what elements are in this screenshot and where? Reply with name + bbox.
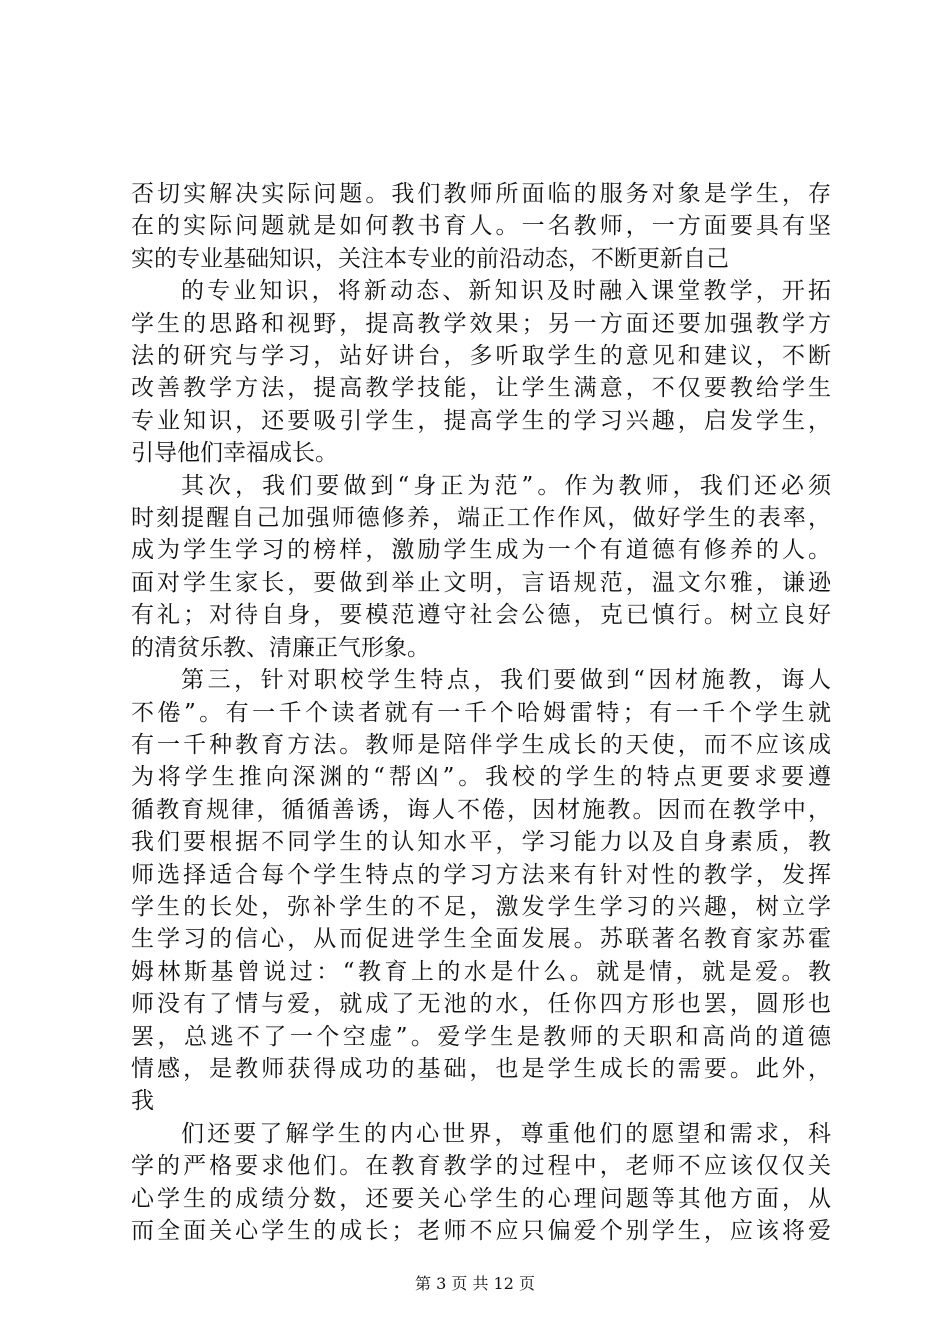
text-line: 罢，总逃不了一个空虚”。爱学生是教师的天职和高尚的道德 <box>131 1023 831 1050</box>
text-line: 我 <box>131 1088 154 1115</box>
page-footer: 第 3 页 共 12 页 <box>415 1274 535 1293</box>
text-line: 为将学生推向深渊的“帮凶”。我校的学生的特点更要求要遵 <box>131 764 831 791</box>
text-line: 学的严格要求他们。在教育教学的过程中，老师不应该仅仅关 <box>131 1153 831 1180</box>
text-line: 我们要根据不同学生的认知水平，学习能力以及自身素质，教 <box>131 829 831 856</box>
text-line: 成为学生学习的榜样，激励学生成为一个有道德有修养的人。 <box>131 537 831 564</box>
text-line: 有礼；对待自身，要模范遵守社会公德，克已慎行。树立良好 <box>131 602 831 629</box>
text-line: 姆林斯基曾说过：“教育上的水是什么。就是情，就是爱。教 <box>131 958 831 985</box>
text-line: 学生的思路和视野，提高教学效果；另一方面还要加强教学方 <box>131 310 831 337</box>
text-line: 改善教学方法，提高教学技能，让学生满意，不仅要教给学生 <box>131 375 831 402</box>
body-text <box>131 178 831 1247</box>
text-line: 法的研究与学习，站好讲台，多听取学生的意见和建议，不断 <box>131 343 831 370</box>
text-line: 学生的长处，弥补学生的不足，激发学生学习的兴趣，树立学 <box>131 893 831 920</box>
text-line: 生学习的信心，从而促进学生全面发展。苏联著名教育家苏霍 <box>131 926 831 953</box>
text-line: 循教育规律，循循善诱，诲人不倦，因材施教。因而在教学中， <box>131 796 831 823</box>
text-line: 的专业知识，将新动态、新知识及时融入课堂教学，开拓 <box>181 278 831 305</box>
text-line: 否切实解决实际问题。我们教师所面临的服务对象是学生，存 <box>131 181 831 207</box>
text-line: 其次，我们要做到“身正为范”。作为教师，我们还必须 <box>181 472 831 499</box>
text-line: 有一千种教育方法。教师是陪伴学生成长的天使，而不应该成 <box>131 731 831 758</box>
text-line: 第三，针对职校学生特点，我们要做到“因材施教，诲人 <box>181 667 831 694</box>
text-line: 心学生的成绩分数，还要关心学生的心理问题等其他方面，从 <box>131 1185 831 1212</box>
text-line: 的清贫乐教、清廉正气形象。 <box>131 634 430 661</box>
text-line: 师没有了情与爱，就成了无池的水，任你四方形也罢，圆形也 <box>131 991 831 1018</box>
text-line: 面对学生家长，要做到举止文明，言语规范，温文尔雅，谦逊 <box>131 569 831 596</box>
text-line: 而全面关心学生的成长；老师不应只偏爱个别学生，应该将爱 <box>131 1218 831 1244</box>
text-line: 引导他们幸福成长。 <box>131 440 338 467</box>
text-line: 在的实际问题就是如何教书育人。一名教师，一方面要具有坚 <box>131 213 831 240</box>
text-line: 专业知识，还要吸引学生，提高学生的学习兴趣，启发学生， <box>131 407 831 434</box>
text-line: 实的专业基础知识，关注本专业的前沿动态，不断更新自己 <box>131 245 729 272</box>
text-line: 情感，是教师获得成功的基础，也是学生成长的需要。此外， <box>131 1055 831 1082</box>
text-line: 们还要了解学生的内心世界，尊重他们的愿望和需求，科 <box>181 1120 831 1147</box>
text-line: 师选择适合每个学生特点的学习方法来有针对性的教学，发挥 <box>131 861 831 888</box>
text-line: 不倦”。有一千个读者就有一千个哈姆雷特；有一千个学生就 <box>131 699 831 726</box>
text-line: 时刻提醒自己加强师德修养，端正工作作风，做好学生的表率， <box>131 505 831 532</box>
